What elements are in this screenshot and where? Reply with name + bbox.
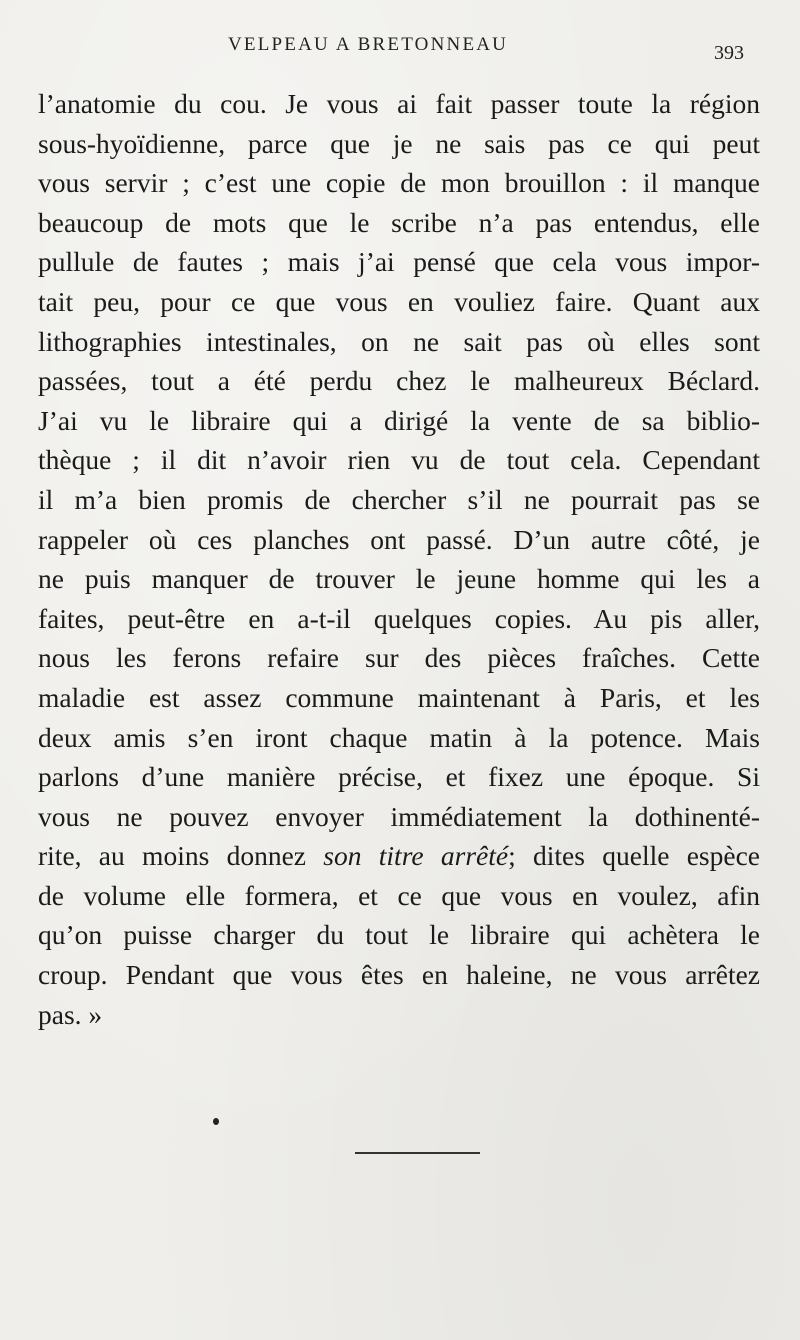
text-line-with-italic (38, 836, 760, 876)
text-line: tait peu, pour ce que vous en vouliez faire. Quant aux (38, 285, 760, 317)
text-segment: ; dites quelle espèce (508, 840, 760, 872)
text-line: passées, tout a été perdu chez le malheureux Béclard. (38, 365, 760, 397)
text-line: de volume elle formera, et ce que vous en voulez, afin (38, 879, 760, 911)
page-number: 393 (714, 42, 744, 64)
text-line: faites, peut-être en a-t-il quelques copies. Au pis aller, (38, 602, 760, 634)
running-head: VELPEAU A BRETONNEAU (228, 34, 509, 55)
text-line: ne puis manquer de trouver le jeune homme qui les a (38, 563, 760, 595)
end-rule (355, 1152, 480, 1154)
text-line: l’anatomie du cou. Je vous ai fait passer toute la région (38, 88, 760, 119)
text-line: deux amis s’en iront chaque matin à la potence. Mais (38, 721, 760, 753)
text-line-final: pas. » (38, 998, 103, 1030)
text-line: vous ne pouvez envoyer immédiatement la dothinenté- (38, 800, 760, 832)
italic-title-phrase: son titre arrêté (323, 840, 509, 872)
text-line: thèque ; il dit n’avoir rien vu de tout cela. Cependant (38, 444, 760, 476)
text-line: croup. Pendant que vous êtes en haleine, ne vous arrêtez (38, 959, 760, 991)
text-line: qu’on puisse charger du tout le libraire qui achètera le (38, 919, 760, 951)
ink-dot (213, 1118, 219, 1125)
text-segment: rite, au moins donnez (38, 840, 324, 872)
text-line: J’ai vu le libraire qui a dirigé la vente de sa biblio- (38, 404, 760, 436)
text-line: il m’a bien promis de chercher s’il ne pourrait pas se (38, 483, 760, 515)
text-line: pullule de fautes ; mais j’ai pensé que cela vous impor- (38, 246, 760, 278)
letter-text (38, 84, 760, 1034)
text-line: nous les ferons refaire sur des pièces fraîches. Cette (38, 642, 760, 674)
text-line: parlons d’une manière précise, et fixez une époque. Si (38, 761, 760, 793)
text-line: rappeler où ces planches ont passé. D’un autre côté, je (38, 523, 760, 555)
text-line: lithographies intestinales, on ne sait pas où elles sont (38, 325, 760, 357)
text-line: beaucoup de mots que le scribe n’a pas entendus, elle (38, 206, 760, 238)
text-line: vous servir ; c’est une copie de mon brouillon : il manque (38, 167, 760, 199)
text-line: maladie est assez commune maintenant à Paris, et les (38, 681, 760, 713)
text-line: sous-hyoïdienne, parce que je ne sais pas ce qui peut (38, 127, 760, 159)
